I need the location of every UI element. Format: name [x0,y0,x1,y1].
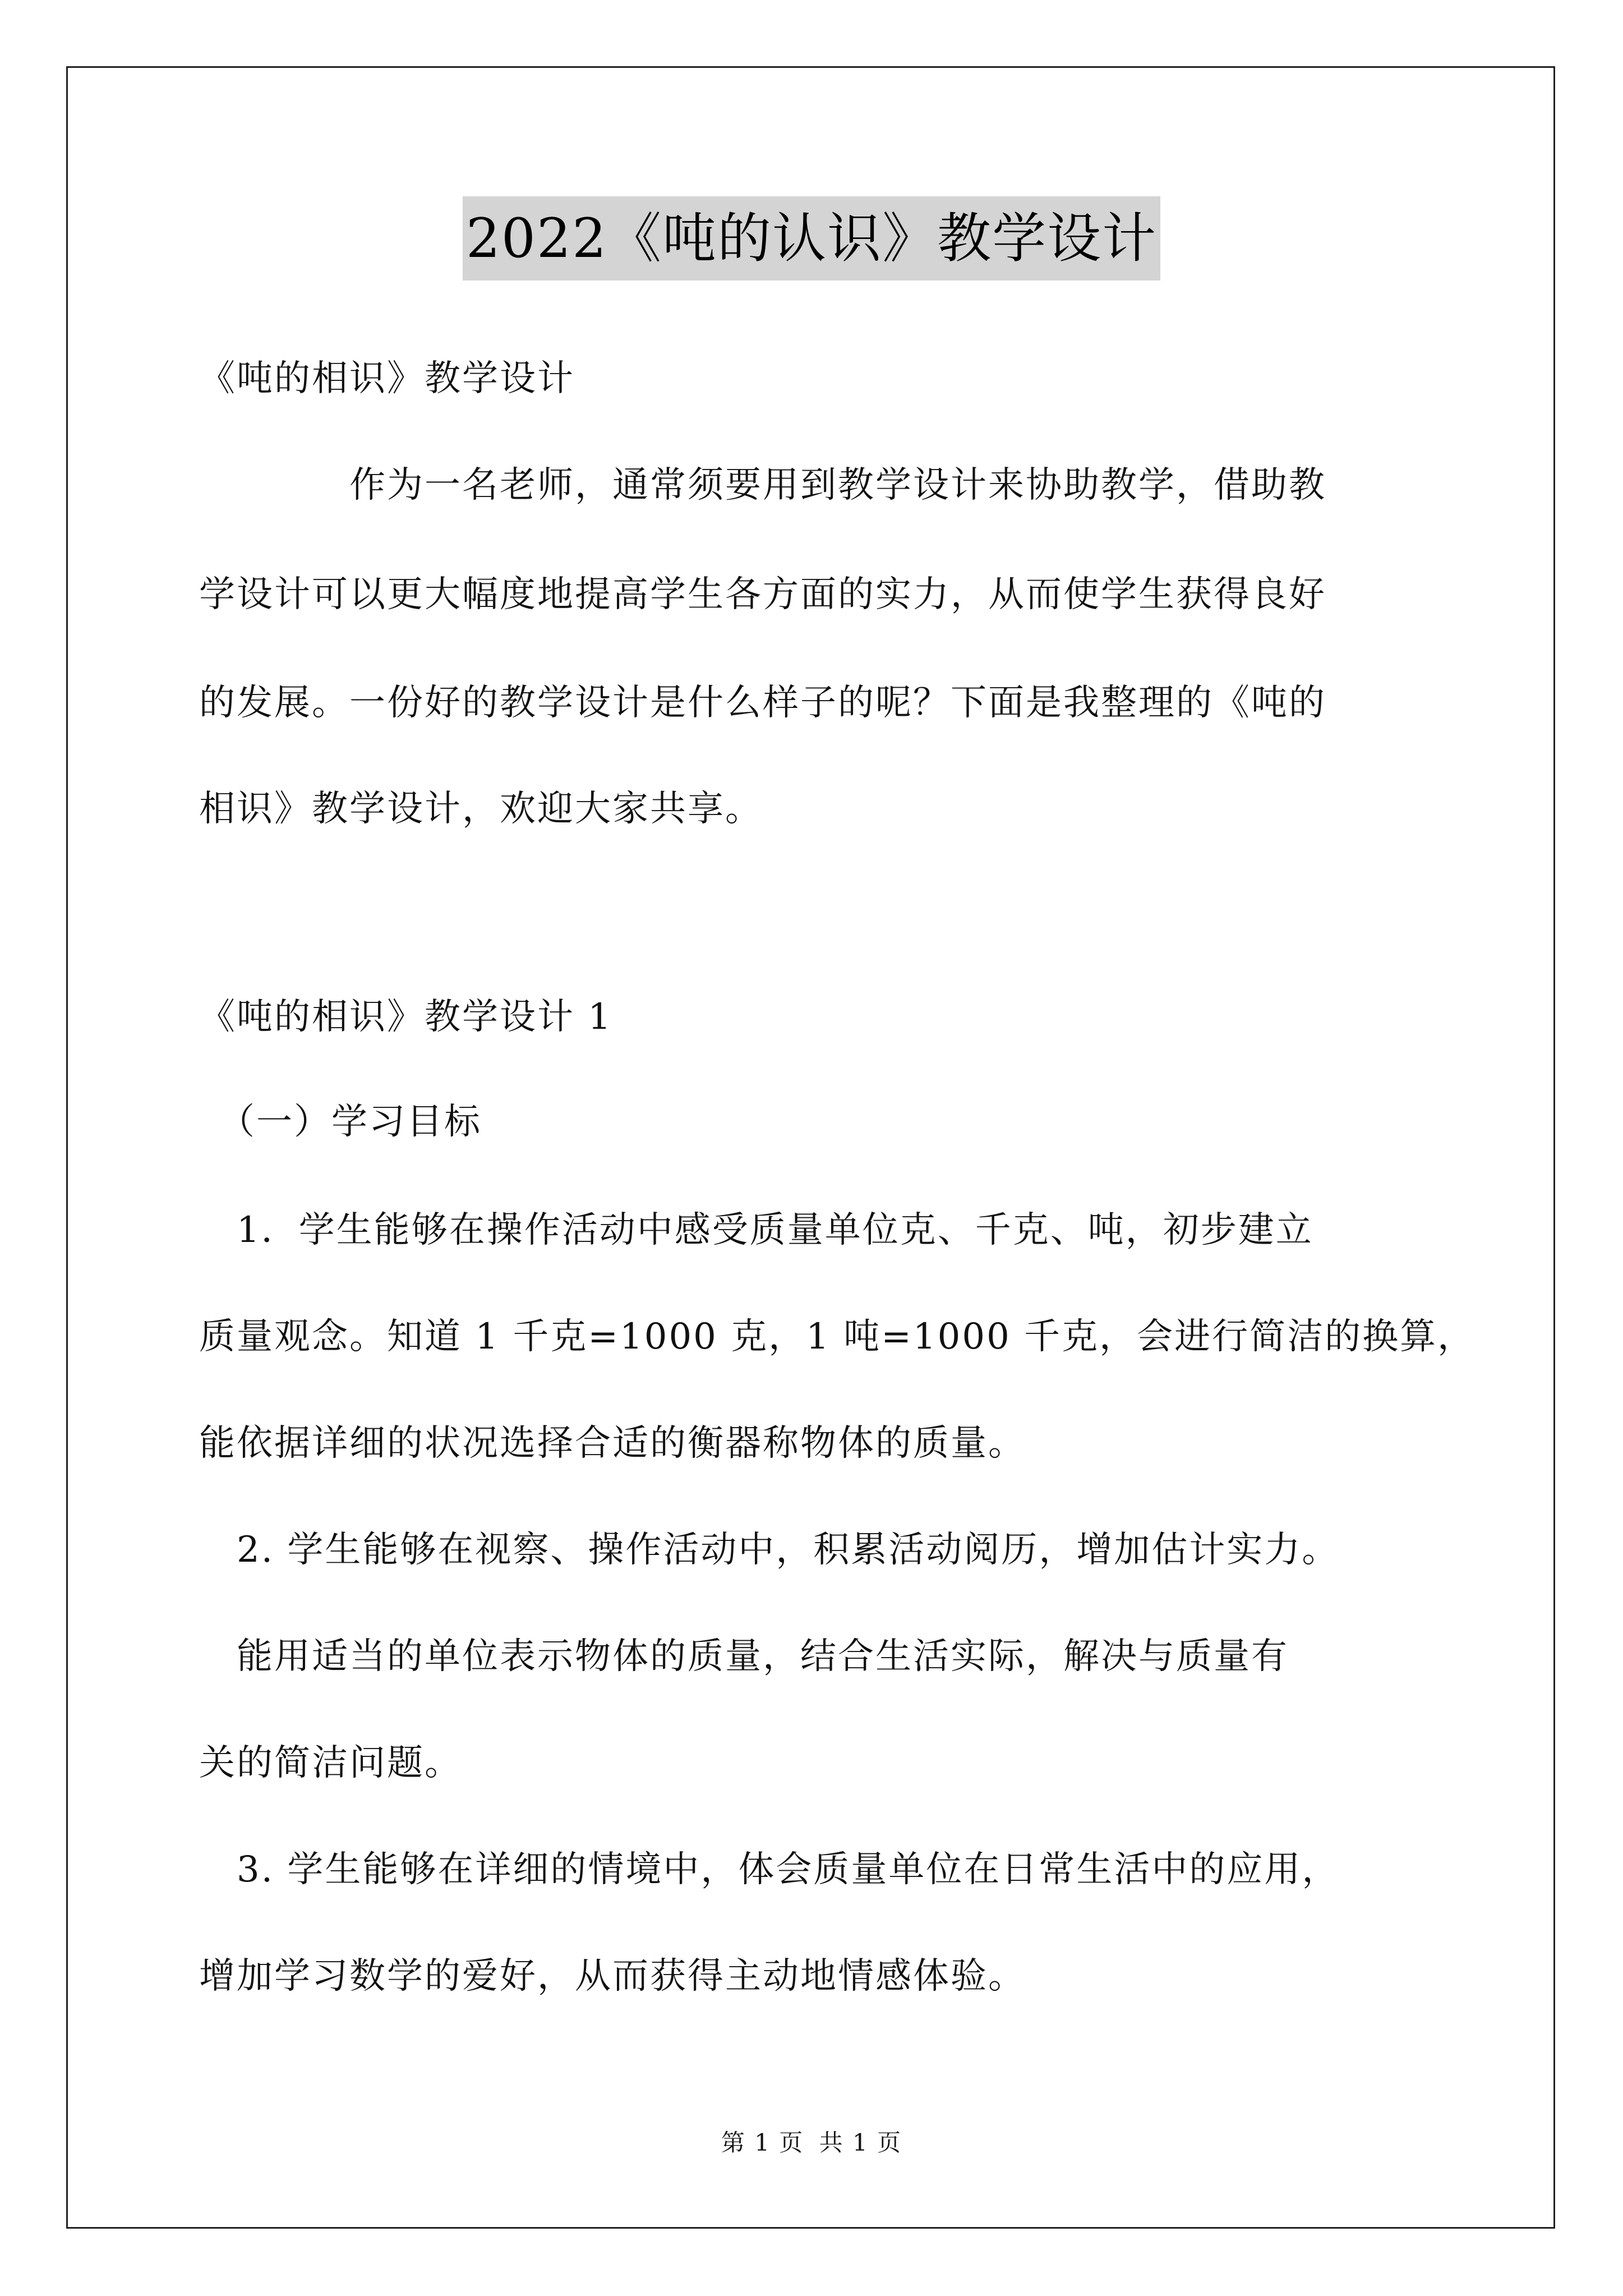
body-line: 关的简洁问题。 [199,1742,462,1784]
page-total: 共 1 页 [819,2129,902,2156]
page-number: 第 1 页 [721,2129,804,2156]
body-line: 学设计可以更大幅度地提高学生各方面的实力，从而使学生获得良好 [199,574,1326,615]
body-line: 1．学生能够在操作活动中感受质量单位克、千克、吨，初步建立 [199,1209,1313,1251]
title-container [0,196,1623,280]
body-line: 质量观念。知道 1 千克=1000 克，1 吨=1000 千克，会进行简洁的换算， [199,1316,1476,1358]
body-line: 的发展。一份好的教学设计是什么样子的呢？下面是我整理的《吨的 [199,682,1326,724]
body-line: 能用适当的单位表示物体的质量，结合生活实际，解决与质量有 [199,1636,1289,1677]
body-line: 3. 学生能够在详细的情境中，体会质量单位在日常生活中的应用， [199,1849,1340,1890]
section-heading: 《吨的相识》教学设计 1 [199,996,613,1038]
document-title: 2022《吨的认识》教学设计 [463,196,1160,280]
subsection-heading: （一）学习目标 [199,1101,482,1143]
page-footer [0,2126,1623,2160]
body-line: 能依据详细的状况选择合适的衡器称物体的质量。 [199,1423,1026,1464]
body-line: 增加学习数学的爱好，从而获得主动地情感体验。 [199,1955,1026,1997]
body-line: 2. 学生能够在视察、操作活动中，积累活动阅历，增加估计实力。 [199,1529,1340,1571]
body-line: 相识》教学设计，欢迎大家共享。 [199,788,763,830]
subtitle-line: 《吨的相识》教学设计 [199,358,575,399]
body-line: 作为一名老师，通常须要用到教学设计来协助教学，借助教 [199,464,1326,506]
